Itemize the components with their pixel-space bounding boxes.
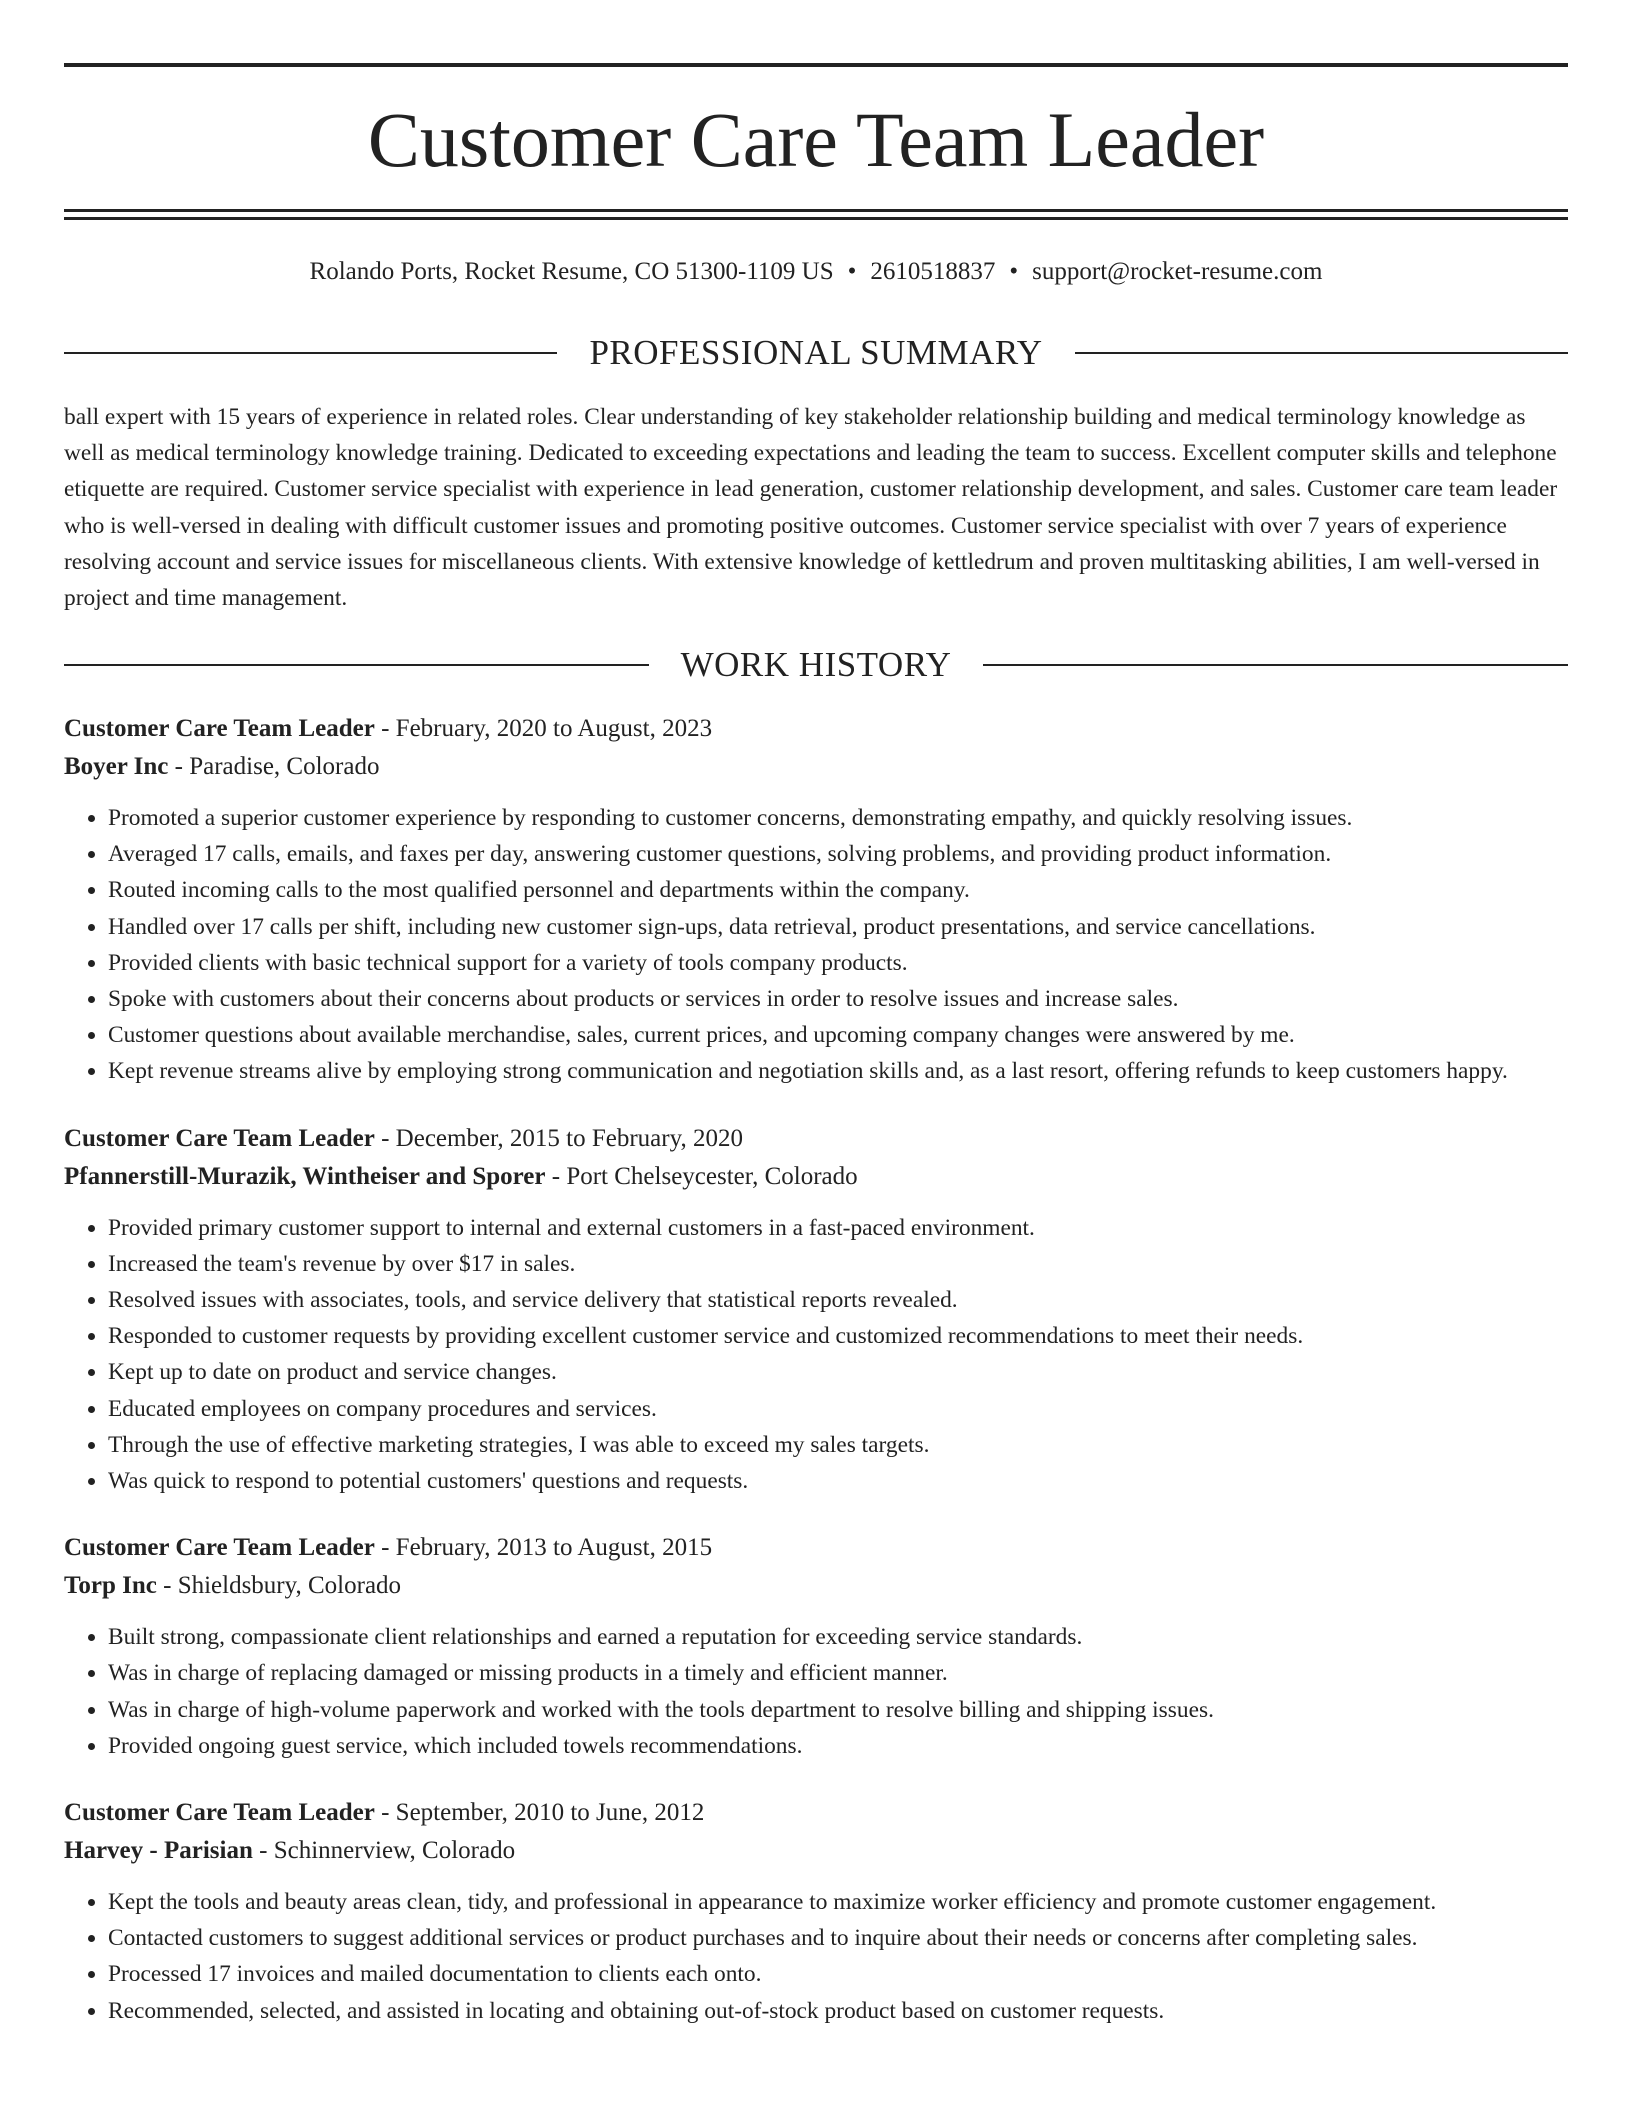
- job-bullet: • Contacted customers to suggest additional services or product purchases and to inquire about their needs or concerns after completing sales.: [108, 1920, 1568, 1956]
- job-dash: -: [381, 1124, 390, 1152]
- summary-heading-label: PROFESSIONAL SUMMARY: [589, 333, 1043, 372]
- job-role: Customer Care Team Leader: [64, 1799, 375, 1827]
- job-role-line: [64, 1529, 1568, 1567]
- job-bullet: • Educated employees on company procedures and services.: [108, 1391, 1568, 1427]
- job-bullet: • Kept up to date on product and service changes.: [108, 1354, 1568, 1390]
- job-bullets: [64, 1210, 1568, 1500]
- job-role-line: [64, 1120, 1568, 1158]
- job-company: Pfannerstill-Murazik, Wintheiser and Sporer: [64, 1162, 546, 1190]
- job-company: Harvey - Parisian: [64, 1837, 253, 1865]
- contact-address: Rolando Ports, Rocket Resume, CO 51300-1109 US: [309, 258, 834, 285]
- job-entry: [64, 1794, 1568, 2029]
- job-bullet: • Was quick to respond to potential customers' questions and requests.: [108, 1463, 1568, 1499]
- job-location: Port Chelseycester, Colorado: [566, 1162, 858, 1190]
- job-entry: [64, 1120, 1568, 1500]
- job-location: Schinnerview, Colorado: [273, 1837, 516, 1865]
- job-bullet: • Promoted a superior customer experience by responding to customer concerns, demonstrating empathy, and quickly resolving issues.: [108, 800, 1568, 836]
- contact-separator: •: [847, 258, 857, 285]
- job-dates: December, 2015 to February, 2020: [395, 1124, 743, 1152]
- job-bullets: [64, 1619, 1568, 1764]
- heading-rule-left: [64, 664, 649, 666]
- job-bullets: [64, 800, 1568, 1090]
- job-dash: -: [551, 1162, 561, 1190]
- resume-title: Customer Care Team Leader: [367, 96, 1265, 183]
- job-bullet: • Routed incoming calls to the most qualified personnel and departments within the company.: [108, 872, 1568, 908]
- heading-rule-right: [983, 664, 1568, 666]
- job-role-line: [64, 710, 1568, 748]
- job-bullet: • Provided primary customer support to internal and external customers in a fast-paced environment.: [108, 1210, 1568, 1246]
- job-bullet: • Was in charge of replacing damaged or missing products in a timely and efficient manner.: [108, 1655, 1568, 1691]
- job-bullet: • Processed 17 invoices and mailed documentation to clients each onto.: [108, 1956, 1568, 1992]
- job-company-line: [64, 1158, 1568, 1196]
- job-role: Customer Care Team Leader: [64, 715, 375, 742]
- job-company-line: [64, 1832, 1568, 1870]
- job-bullets: [64, 1884, 1568, 2029]
- job-dates: February, 2020 to August, 2023: [395, 715, 713, 742]
- job-bullet: • Provided clients with basic technical support for a variety of tools company products.: [108, 945, 1568, 981]
- job-dates: September, 2010 to June, 2012: [395, 1799, 705, 1827]
- job-bullet: • Provided ongoing guest service, which included towels recommendations.: [108, 1728, 1568, 1764]
- job-company: Boyer Inc: [64, 753, 169, 780]
- job-bullet: • Built strong, compassionate client relationships and earned a reputation for exceeding service standards.: [108, 1619, 1568, 1655]
- job-bullet: • Spoke with customers about their concerns about products or services in order to resolve issues and increase sales.: [108, 981, 1568, 1017]
- job-bullet: • Through the use of effective marketing strategies, I was able to exceed my sales targets.: [108, 1427, 1568, 1463]
- job-company: Torp Inc: [64, 1572, 157, 1600]
- job-dates: February, 2013 to August, 2015: [395, 1534, 713, 1562]
- job-entry: [64, 710, 1568, 1090]
- job-bullet: • Averaged 17 calls, emails, and faxes per day, answering customer questions, solving problems, and providing product information.: [108, 836, 1568, 872]
- job-dash: -: [381, 1799, 390, 1827]
- job-bullet: • Handled over 17 calls per shift, including new customer sign-ups, data retrieval, product presentations, and service cancellations.: [108, 909, 1568, 945]
- title-rule-lower: [64, 217, 1568, 220]
- job-dash: -: [259, 1837, 268, 1865]
- contact-phone: 2610518837: [870, 258, 996, 285]
- job-entry: [64, 1529, 1568, 1764]
- job-bullet: • Was in charge of high-volume paperwork and worked with the tools department to resolve billing and shipping issues.: [108, 1692, 1568, 1728]
- title-rule-upper: [64, 209, 1568, 212]
- job-dash: -: [163, 1572, 172, 1600]
- job-bullet: • Resolved issues with associates, tools, and service delivery that statistical reports revealed.: [108, 1282, 1568, 1318]
- job-bullet: • Recommended, selected, and assisted in locating and obtaining out-of-stock product based on customer requests.: [108, 1993, 1568, 2029]
- work-history-heading: [64, 643, 1568, 687]
- job-bullet: • Responded to customer requests by providing excellent customer service and customized recommendations to meet their needs.: [108, 1318, 1568, 1354]
- job-role: Customer Care Team Leader: [64, 1534, 375, 1562]
- contact-line: [64, 254, 1568, 290]
- summary-heading: [64, 331, 1568, 375]
- contact-separator: •: [1009, 258, 1019, 285]
- job-location: Paradise, Colorado: [189, 753, 380, 780]
- job-bullet: • Customer questions about available merchandise, sales, current prices, and upcoming company changes were answered by me.: [108, 1017, 1568, 1053]
- contact-email: support@rocket-resume.com: [1032, 258, 1323, 285]
- job-location: Shieldsbury, Colorado: [177, 1572, 402, 1600]
- job-bullet: • Kept revenue streams alive by employing strong communication and negotiation skills and, as a last resort, offering refunds to keep customers happy.: [108, 1053, 1568, 1089]
- heading-rule-left: [64, 352, 557, 354]
- work-history-list: [64, 710, 1568, 2059]
- job-dash: -: [381, 1534, 390, 1562]
- top-rule: [64, 63, 1568, 67]
- job-bullet: • Kept the tools and beauty areas clean, tidy, and professional in appearance to maximize worker efficiency and promote customer engagement.: [108, 1884, 1568, 1920]
- heading-rule-right: [1075, 352, 1568, 354]
- work-history-heading-label: WORK HISTORY: [680, 645, 952, 684]
- job-role: Customer Care Team Leader: [64, 1124, 375, 1152]
- job-dash: -: [381, 715, 390, 742]
- summary-text: ball expert with 15 years of experience in related roles. Clear understanding of key stakeholder relationship building and medical terminology knowledge as well as medical terminology knowledge training. Dedicated to exceeding expectations and leading the team to success. Excellent computer skills and telephone etiquette are required. Customer service specialist with experience in lead generation, customer relationship development, and sales. Customer care team leader who is well-versed in dealing with difficult customer issues and promoting positive outcomes. Customer service specialist with over 7 years of experience resolving account and service issues for miscellaneous clients. With extensive knowledge of kettledrum and proven multitasking abilities, I am well-versed in project and time management.: [64, 404, 1558, 612]
- job-dash: -: [174, 753, 183, 780]
- job-company-line: [64, 748, 1568, 786]
- job-role-line: [64, 1794, 1568, 1832]
- job-bullet: • Increased the team's revenue by over $17 in sales.: [108, 1246, 1568, 1282]
- job-company-line: [64, 1567, 1568, 1605]
